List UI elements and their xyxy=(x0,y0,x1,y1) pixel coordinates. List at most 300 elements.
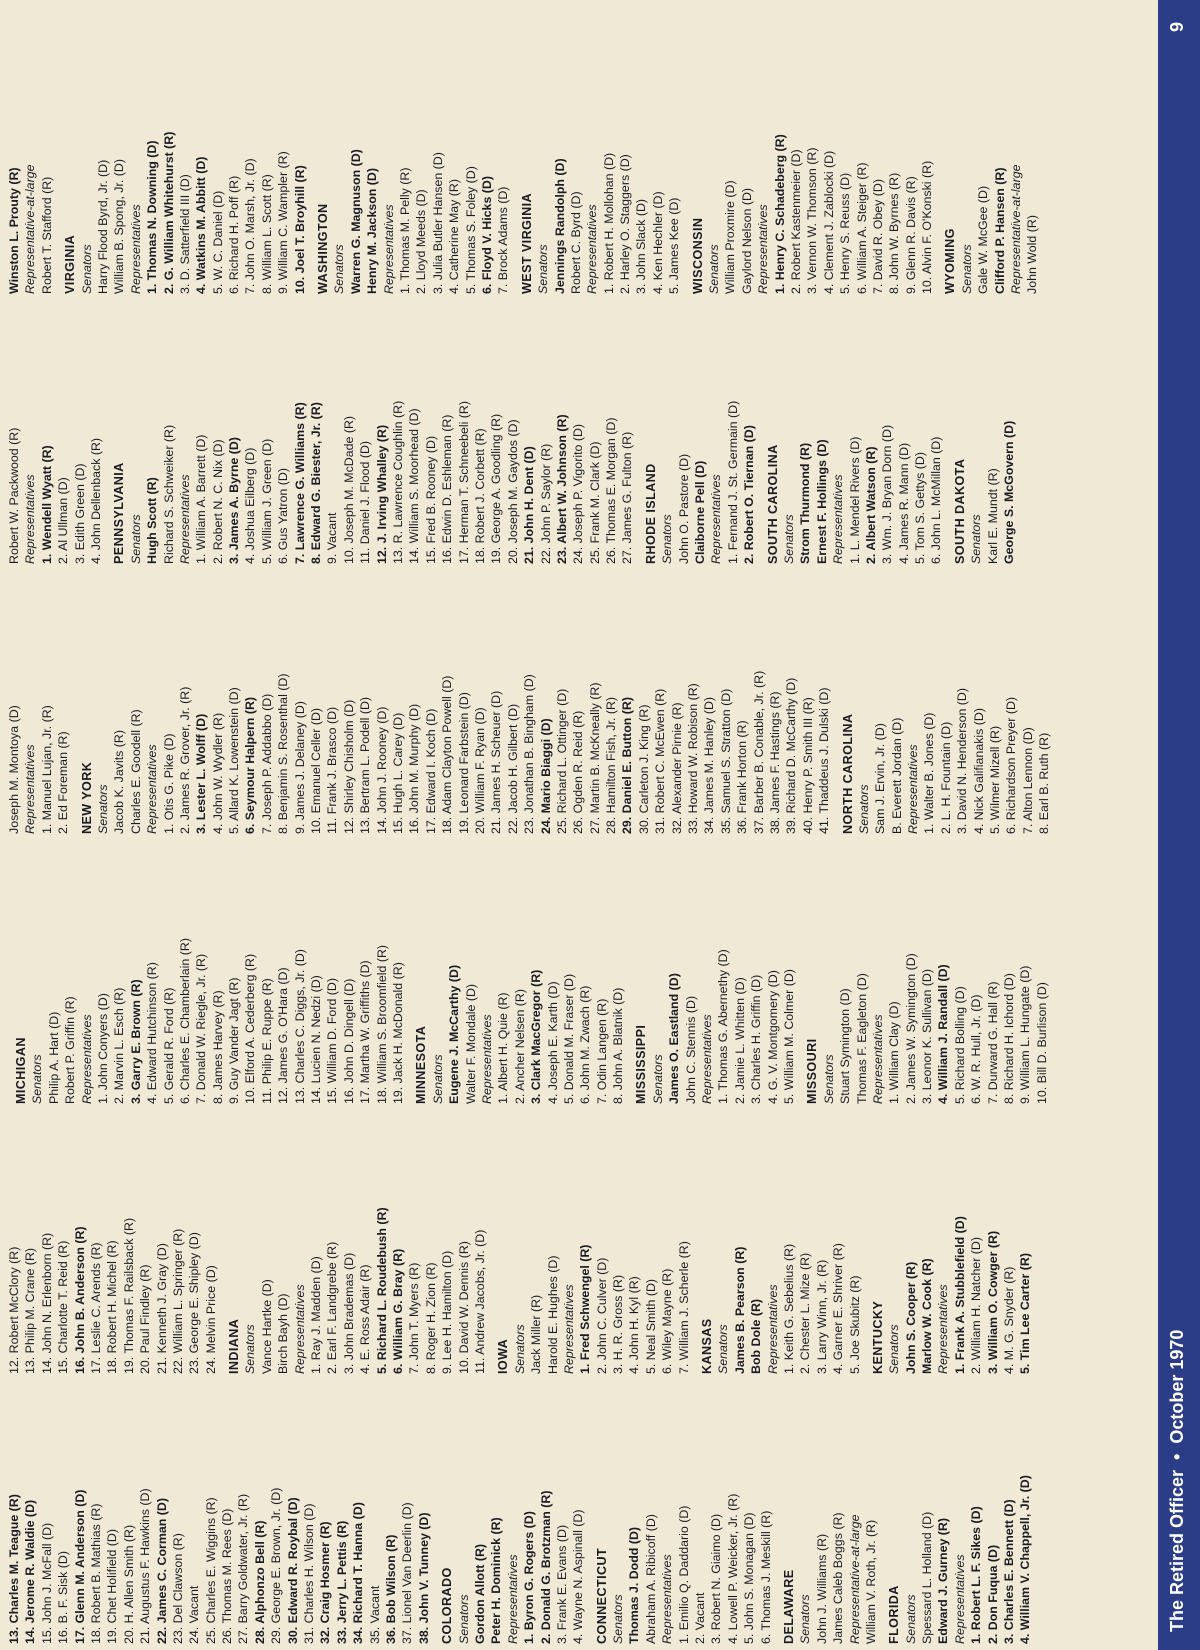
roster-entry: 12. James G. O'Hara (D) xyxy=(276,967,291,1104)
roster-entry: 1. William A. Barrett (D) xyxy=(194,434,209,564)
roster-entry: 3. John Slack (D) xyxy=(634,198,649,294)
roster-entry-bold: 2. G. William Whitehurst (R) xyxy=(161,131,176,294)
roster-entry: 19. Leonard Farbstein (D) xyxy=(456,692,471,834)
state-heading: PENNSYLVANIA xyxy=(112,462,127,564)
section-label: Representatives xyxy=(709,474,724,564)
roster-entry-bold: Ernest F. Hollings (D) xyxy=(814,439,829,564)
roster-entry: 2. Earl F. Landgrebe (R) xyxy=(325,1241,340,1374)
roster-entry: 4. Nick Galifianakis (D) xyxy=(971,708,986,834)
roster-entry: 27. Martin B. McKneally (R) xyxy=(587,682,602,834)
roster-entry: 2. Ancher Nelsen (R) xyxy=(512,988,527,1104)
roster-entry: 1. Keith G. Sebelius (R) xyxy=(781,1243,796,1374)
roster-entry-bold: 1. Wendell Wyatt (R) xyxy=(39,445,54,564)
roster-entry: Thomas F. Eagleton (D) xyxy=(854,973,869,1104)
roster-entry: 5. Thomas S. Foley (D) xyxy=(463,166,478,294)
roster-entry-bold: Thomas J. Dodd (D) xyxy=(627,1526,642,1644)
roster-entry: 8. James Harvey (R) xyxy=(210,990,225,1104)
roster-entry-bold: James B. Pearson (R) xyxy=(732,1246,747,1374)
roster-entry: 9. William C. Wampler (R) xyxy=(276,151,291,294)
roster-entry: 26. Ogden R. Reid (R) xyxy=(571,710,586,834)
roster-entry: Sam J. Ervin, Jr. (D) xyxy=(873,723,888,834)
section-label: Representatives xyxy=(479,1014,494,1104)
section-label: Representatives xyxy=(952,1554,967,1644)
roster-entry: 8. Richard H. Ichord (D) xyxy=(1002,973,1017,1104)
roster-entry: 3. Larry Winn, Jr. (R) xyxy=(814,1259,829,1374)
roster-entry: 6. John M. Zwach (R) xyxy=(578,985,593,1104)
roster-entry: 28. Hamilton Fish, Jr. (R) xyxy=(604,696,619,834)
state-heading: KANSAS xyxy=(700,1318,715,1374)
roster-entry: 36. Frank Horton (R) xyxy=(735,720,750,834)
roster-entry: 20. Paul Findley (R) xyxy=(138,1264,153,1374)
roster-entry: 4. Lowell P. Weicker, Jr. (R) xyxy=(725,1493,740,1644)
roster-entry-bold: 13. Charles M. Teague (R) xyxy=(7,1494,21,1644)
roster-entry: 7. Joseph P. Addabbo (D) xyxy=(259,693,274,834)
roster-entry: 12. Robert McClory (R) xyxy=(7,1246,21,1374)
roster-entry: 11. Andrew Jacobs, Jr. (D) xyxy=(472,1229,487,1374)
roster-column-5 xyxy=(6,302,1146,564)
roster-entry-bold: 36. Bob Wilson (R) xyxy=(383,1534,398,1644)
roster-entry: 14. John J. Rooney (D) xyxy=(374,706,389,834)
roster-entry: 2. Chester L. Mize (R) xyxy=(798,1252,813,1374)
roster-entry: 37. Lionel Van Deerlin (D) xyxy=(400,1502,415,1644)
roster-entry: 6. Richardson Preyer (D) xyxy=(1004,696,1019,834)
roster-entry-bold: 2. Don Fuqua (D) xyxy=(985,1544,1000,1644)
roster-entry: John Wold (R) xyxy=(1025,215,1040,294)
roster-entry-bold: John S. Cooper (R) xyxy=(903,1261,918,1374)
roster-entry: 11. Frank J. Brasco (D) xyxy=(325,706,340,834)
roster-entry: 4. M. G. Snyder (R) xyxy=(1002,1266,1017,1374)
roster-entry: Philip A. Hart (D) xyxy=(46,1011,61,1104)
roster-entry: 6. Gus Yatron (D) xyxy=(276,468,291,564)
roster-entry: 4. John Dellenback (R) xyxy=(88,437,103,564)
section-label: Senators xyxy=(536,244,551,294)
publication-line xyxy=(1167,1330,1188,1632)
section-label: Senators xyxy=(79,244,94,294)
roster-entry: 14. William S. Moorhead (D) xyxy=(407,408,422,564)
section-label: Senators xyxy=(512,1324,527,1374)
roster-entry: 22. John P. Saylor (R) xyxy=(538,443,553,564)
roster-entry: 35. Samuel S. Stratton (D) xyxy=(718,688,733,834)
roster-entry: 8. Roger H. Zion (R) xyxy=(423,1262,438,1374)
roster-entry: 5. William M. Colmer (D) xyxy=(781,969,796,1104)
roster-entry: 1. L. Mendel Rivers (D) xyxy=(847,436,862,564)
section-label: Representatives xyxy=(831,474,846,564)
roster-entry: Spessard L. Holland (D) xyxy=(920,1511,935,1644)
roster-entry: 7. David R. Obey (D) xyxy=(870,179,885,294)
section-label: Senators xyxy=(716,1324,731,1374)
roster-entry-bold: Claiborne Pell (D) xyxy=(693,460,708,564)
roster-entry-bold: 23. Albert W. Johnson (R) xyxy=(554,414,569,564)
state-heading: NORTH CAROLINA xyxy=(840,713,855,834)
roster-entry-bold: 32. Craig Hosmer (R) xyxy=(318,1521,333,1644)
section-label: Representatives xyxy=(660,1554,675,1644)
roster-entry: 2. L. H. Fountain (D) xyxy=(938,721,953,834)
roster-entry: 18. William S. Broomfield (R) xyxy=(374,944,389,1104)
roster-column-2 xyxy=(6,1112,1146,1374)
roster-entry: William V. Roth, Jr. (R) xyxy=(863,1519,878,1644)
state-heading: WASHINGTON xyxy=(316,203,331,294)
roster-entry: 30. Carleton J. King (R) xyxy=(636,704,651,834)
roster-entry: 4. G. V. Montgomery (D) xyxy=(765,970,780,1104)
section-label: Senators xyxy=(650,1054,665,1104)
roster-entry: 9. Vacant xyxy=(325,512,340,564)
section-label: Senators xyxy=(821,1054,836,1104)
state-heading: MICHIGAN xyxy=(14,1037,28,1104)
roster-entry-bold: 21. John H. Dent (D) xyxy=(522,446,537,564)
publication-title: The Retired Officer xyxy=(1167,1469,1187,1632)
roster-entry: 7. John O. Marsh, Jr. (D) xyxy=(243,158,258,294)
roster-entry: 21. Augustus F. Hawkins (D) xyxy=(138,1488,153,1644)
roster-entry: 7. John T. Myers (R) xyxy=(407,1262,422,1374)
roster-entry: 16. John M. Murphy (D) xyxy=(407,703,422,834)
section-label: Representatives xyxy=(870,1014,885,1104)
roster-entry: 26. Thomas E. Morgan (D) xyxy=(604,417,619,564)
roster-entry: John C. Stennis (D) xyxy=(683,995,698,1104)
roster-entry: 21. Kenneth J. Gray (D) xyxy=(154,1243,169,1374)
roster-entry: 3. John Brademas (D) xyxy=(341,1252,356,1374)
roster-entry: 15. Hugh L. Carey (D) xyxy=(390,712,405,834)
roster-entry: 1. Manuel Lujan, Jr. (R) xyxy=(39,705,54,834)
roster-entry: 4. Joseph E. Karth (D) xyxy=(545,981,560,1104)
roster-entry: 17. Martha W. Griffiths (D) xyxy=(358,960,373,1104)
section-label: Senators xyxy=(660,514,675,564)
page-number: 9 xyxy=(1167,22,1187,33)
roster-entry-bold: 1. Thomas N. Downing (D) xyxy=(145,140,160,294)
roster-entry-bold: 17. Glenn M. Anderson (D) xyxy=(72,1489,87,1644)
roster-entry: Robert P. Griffin (R) xyxy=(63,996,78,1104)
roster-entry: 10. David W. Dennis (R) xyxy=(456,1241,471,1374)
state-heading: SOUTH DAKOTA xyxy=(952,458,967,564)
section-label: Senators xyxy=(456,1594,471,1644)
roster-entry-bold: 3. William O. Cowger (R) xyxy=(985,1230,1000,1374)
section-label: Representatives xyxy=(585,204,600,294)
roster-entry: 41. Thaddeus J. Dulski (D) xyxy=(817,687,832,834)
roster-entry: 15. Fred B. Rooney (D) xyxy=(423,435,438,564)
roster-entry-bold: Bob Dole (R) xyxy=(749,1298,764,1374)
state-heading: RHODE ISLAND xyxy=(643,463,658,564)
roster-entry: 3. Vernon W. Thomson (R) xyxy=(805,147,820,294)
roster-entry-bold: Marlow W. Cook (R) xyxy=(920,1258,935,1374)
roster-entry: 6. Wiley Mayne (R) xyxy=(660,1268,675,1374)
roster-entry: 13. R. Lawrence Coughlin (R) xyxy=(390,400,405,564)
issue-date: October 1970 xyxy=(1167,1329,1187,1444)
roster-entry: 3. H. R. Gross (R) xyxy=(611,1274,626,1374)
roster-entry: 20. H. Allen Smith (R) xyxy=(121,1524,136,1644)
roster-entry: 6. Richard H. Poff (R) xyxy=(227,175,242,294)
section-label: Senators xyxy=(798,1594,813,1644)
section-label: Senators xyxy=(95,784,110,834)
roster-column-4 xyxy=(6,572,1146,834)
roster-entry-bold: 3. Clark MacGregor (R) xyxy=(529,969,544,1104)
roster-entry: 7. William J. Scherle (R) xyxy=(676,1241,691,1374)
state-heading: SOUTH CAROLINA xyxy=(765,444,780,564)
roster-column-3 xyxy=(6,842,1146,1104)
roster-entry: Robert T. Stafford (R) xyxy=(39,176,54,294)
roster-entry: 5. W. C. Daniel (D) xyxy=(210,190,225,294)
roster-column-1 xyxy=(6,1382,1146,1644)
roster-entry: 9. Glenn R. Davis (R) xyxy=(903,176,918,294)
roster-entry: 4. Edward Hutchinson (R) xyxy=(145,962,160,1104)
roster-entry-bold: Warren G. Magnuson (D) xyxy=(348,149,363,294)
roster-entry: 5. Joe Skubitz (R) xyxy=(847,1275,862,1374)
roster-entry-bold: 1. Frank A. Stubblefield (D) xyxy=(952,1216,967,1374)
roster-entry: 25. Charles E. Wiggins (R) xyxy=(203,1497,218,1644)
roster-entry: 9. James J. Delaney (D) xyxy=(292,701,307,834)
roster-entry: 9. William L. Hungate (D) xyxy=(1018,965,1033,1104)
roster-entry-bold: 22. James C. Corman (D) xyxy=(154,1498,169,1644)
roster-entry: 27. James G. Fulton (R) xyxy=(620,431,635,564)
section-label: Representatives xyxy=(700,1014,715,1104)
roster-entry: 5. Donald M. Fraser (D) xyxy=(561,973,576,1104)
roster-entry: 11. Philip E. Ruppe (R) xyxy=(259,978,274,1104)
roster-entry-bold: Edward J. Gurney (R) xyxy=(936,1518,951,1644)
roster-entry: 15. Charlotte T. Reid (R) xyxy=(56,1240,71,1374)
roster-entry: 29. George E. Brown, Jr. (D) xyxy=(269,1487,284,1644)
roster-entry: 2. James W. Symington (D) xyxy=(903,953,918,1104)
section-label: Representatives xyxy=(505,1554,520,1644)
state-heading: MISSOURI xyxy=(805,1038,820,1104)
roster-entry-bold: 2. Albert Watson (R) xyxy=(863,446,878,564)
roster-entry-bold: Winston L. Prouty (R) xyxy=(7,167,21,294)
roster-entry: Jacob K. Javits (R) xyxy=(112,730,127,834)
roster-entry-bold: 6. Floyd V. Hicks (D) xyxy=(479,176,494,294)
roster-entry-bold: Peter H. Dominick (R) xyxy=(489,1517,504,1644)
roster-entry: 4. Catherine May (R) xyxy=(447,179,462,294)
roster-entry-bold: 5. Richard L. Roudebush (R) xyxy=(374,1207,389,1374)
roster-entry: Richard S. Schweiker (R) xyxy=(161,424,176,564)
roster-entry: Karl E. Mundt (R) xyxy=(985,468,1000,564)
roster-entry: 6. Thomas J. Meskill (R) xyxy=(758,1510,773,1644)
roster-entry: Robert C. Byrd (D) xyxy=(568,191,583,294)
separator-dot: • xyxy=(1167,1453,1187,1460)
roster-entry: 3. Edith Green (D) xyxy=(72,463,87,564)
roster-entry: 12. Shirley Chisholm (D) xyxy=(341,699,356,834)
roster-entry: 10. Alvin F. O'Konski (R) xyxy=(920,160,935,294)
roster-entry: 3. Robert N. Giaimo (D) xyxy=(709,1513,724,1644)
roster-entry: 2. Lloyd Meeds (D) xyxy=(414,189,429,294)
roster-entry: 5. William J. Green (D) xyxy=(259,438,274,564)
roster-entry: 2. Robert N. C. Nix (D) xyxy=(210,439,225,564)
section-label: Representatives xyxy=(765,1284,780,1374)
roster-entry: William Proxmire (D) xyxy=(723,180,738,294)
roster-entry: 1. Fernand J. St. Germain (D) xyxy=(725,400,740,564)
section-label: Representative-at-large xyxy=(1009,164,1024,294)
roster-entry: 5. Richard Bolling (D) xyxy=(952,986,967,1104)
roster-entry: 16. John D. Dingell (D) xyxy=(341,978,356,1104)
roster-entry: 33. Howard W. Robison (R) xyxy=(686,683,701,834)
roster-entry-bold: Hugh Scott (R) xyxy=(145,477,160,564)
section-label: Senators xyxy=(707,244,722,294)
roster-entry: Gale W. McGee (D) xyxy=(976,185,991,294)
section-label: Representatives xyxy=(292,1284,307,1374)
roster-entry: 3. Charles H. Griffin (D) xyxy=(749,974,764,1104)
roster-entry-bold: George S. McGovern (D) xyxy=(1002,420,1017,564)
roster-entry: 17. Leslie C. Arends (R) xyxy=(88,1242,103,1374)
roster-entry: 7. Donald W. Riegle, Jr. (R) xyxy=(194,953,209,1104)
roster-entry: 24. Joseph P. Vigorito (D) xyxy=(571,423,586,564)
roster-entry: Robert W. Packwood (R) xyxy=(7,427,21,564)
roster-entry: Jack Miller (R) xyxy=(529,1294,544,1374)
state-heading: FLORIDA xyxy=(887,1585,902,1644)
roster-entry-bold: Clifford P. Hansen (R) xyxy=(992,167,1007,294)
section-label: Representatives xyxy=(906,744,921,834)
roster-entry: Harold E. Hughes (D) xyxy=(545,1255,560,1374)
roster-entry: 19. Chet Holifield (D) xyxy=(105,1528,120,1644)
roster-entry: 9. Lee H. Hamilton (D) xyxy=(440,1250,455,1374)
roster-entry-bold: 1. Byron G. Rogers (D) xyxy=(522,1511,537,1644)
roster-entry: 8. John W. Byrnes (R) xyxy=(887,172,902,294)
roster-entry-bold: 3. Charles E. Bennett (D) xyxy=(1002,1499,1017,1644)
roster-entry: 1. Albert H. Quie (R) xyxy=(496,992,511,1104)
state-heading: MISSISSIPPI xyxy=(634,1024,649,1104)
roster-entry: 23. George E. Shipley (D) xyxy=(187,1232,202,1374)
roster-entry: 13. Charles C. Diggs, Jr. (D) xyxy=(292,949,307,1104)
roster-entry: 4. Garner E. Shriver (R) xyxy=(831,1243,846,1374)
roster-entry: 17. Edward I. Koch (D) xyxy=(423,708,438,834)
roster-entry: 16. B. F. Sisk (D) xyxy=(56,1551,71,1644)
footer-bar xyxy=(1158,0,1200,1650)
roster-entry: 16. Edwin D. Eshleman (R) xyxy=(440,414,455,564)
roster-entry: 3. Julia Butler Hansen (D) xyxy=(430,152,445,294)
roster-entry: 21. James H. Scheuer (D) xyxy=(489,690,504,834)
roster-entry-bold: 34. Richard T. Hanna (D) xyxy=(351,1502,366,1644)
roster-entry: 18. Robert J. Corbett (R) xyxy=(472,428,487,564)
roster-entry: 10. Elford A. Cederberg (R) xyxy=(243,953,258,1104)
roster-entry: 31. Charles H. Wilson (D) xyxy=(302,1503,317,1644)
roster-entry-bold: 4. William J. Randall (D) xyxy=(936,964,951,1104)
roster-entry: 15. John J. McFall (D) xyxy=(39,1522,54,1644)
state-heading: CONNECTICUT xyxy=(594,1547,609,1644)
roster-entry: 23. Del Clawson (R) xyxy=(170,1533,185,1644)
roster-entry: 10. Bill D. Burlison (D) xyxy=(1034,982,1049,1104)
roster-entry-bold: 1. Henry C. Schadeberg (R) xyxy=(772,134,787,294)
state-heading: MINNESOTA xyxy=(414,1025,429,1104)
roster-entry: 24. Vacant xyxy=(187,1585,202,1644)
roster-entry: 8. John A. Blatnik (D) xyxy=(611,987,626,1104)
roster-entry: 5. Wilmer Mizell (R) xyxy=(988,725,1003,834)
roster-entry: 14. Lucien N. Nedzi (D) xyxy=(309,975,324,1104)
roster-entry: John O. Pastore (D) xyxy=(676,453,691,564)
section-label: Senators xyxy=(969,514,984,564)
roster-entry-bold: Strom Thurmond (R) xyxy=(798,442,813,564)
roster-entry-bold: 38. John V. Tunney (D) xyxy=(416,1512,431,1644)
roster-entry: 26. Thomas M. Rees (D) xyxy=(220,1508,235,1644)
roster-entry: 2. Marvin L. Esch (R) xyxy=(112,987,127,1104)
roster-entry: 27. Barry Goldwater, Jr. (R) xyxy=(236,1493,251,1644)
roster-entry: 35. Vacant xyxy=(367,1585,382,1644)
roster-entry-bold: James O. Eastland (D) xyxy=(667,973,682,1104)
roster-entry: 13. Philip M. Crane (R) xyxy=(23,1247,38,1374)
roster-entry: 18. Robert B. Mathias (R) xyxy=(88,1503,103,1644)
roster-entry: 2. James R. Grover, Jr. (R) xyxy=(177,686,192,834)
section-label: Senators xyxy=(611,1594,626,1644)
section-label: Senators xyxy=(430,1054,445,1104)
state-heading: DELAWARE xyxy=(781,1569,796,1644)
state-heading: IOWA xyxy=(496,1338,511,1374)
section-label: Representatives xyxy=(561,1284,576,1374)
roster-entry: Gaylord Nelson (D) xyxy=(739,187,754,294)
section-label: Representative-at-large xyxy=(847,1514,862,1644)
roster-entry-bold: 3. Garry E. Brown (R) xyxy=(128,979,143,1104)
roster-entry: 20. William F. Ryan (D) xyxy=(472,707,487,834)
roster-entry: 38. James F. Hastings (R) xyxy=(767,691,782,834)
roster-entry: 5. John S. Monagan (D) xyxy=(742,1512,757,1644)
roster-entry-bold: Gordon Allott (R) xyxy=(472,1543,487,1644)
roster-entry-bold: 10. Joel T. Broyhill (R) xyxy=(292,165,307,294)
roster-entry: 31. Robert C. McEwen (R) xyxy=(653,688,668,834)
roster-entry: 3. Frank E. Evans (D) xyxy=(554,1524,569,1644)
roster-entry-bold: 33. Jerry L. Pettis (R) xyxy=(334,1520,349,1644)
section-label: Senators xyxy=(887,1324,902,1374)
roster-entry-bold: 5. Tim Lee Carter (R) xyxy=(1018,1253,1033,1374)
roster-entry-bold: 6. Seymour Halpern (R) xyxy=(243,696,258,834)
roster-entry: 8. William L. Scott (R) xyxy=(259,174,274,294)
roster-entry: 1. Thomas M. Pelly (R) xyxy=(397,167,412,294)
roster-entry: 1. Otis G. Pike (D) xyxy=(161,733,176,834)
roster-entry: 4. John H. Kyl (R) xyxy=(627,1276,642,1374)
roster-entry: Joseph M. Montoya (D) xyxy=(7,705,21,834)
roster-entry-bold: 3. James A. Byrne (D) xyxy=(227,437,242,564)
roster-entry: 22. Jacob H. Gilbert (D) xyxy=(505,703,520,834)
roster-entry: 3. Leonor K. Sullivan (D) xyxy=(920,969,935,1104)
roster-entry: 37. Barber B. Conable, Jr. (R) xyxy=(751,670,766,834)
roster-entry: 4. E. Ross Adair (R) xyxy=(358,1264,373,1374)
roster-entry-bold: 14. Jerome R. Waldie (D) xyxy=(23,1499,38,1644)
roster-entry: Harry Flood Byrd, Jr. (D) xyxy=(95,159,110,294)
section-label: Senators xyxy=(781,514,796,564)
roster-entry: 8. Earl B. Ruth (R) xyxy=(1037,732,1052,834)
roster-entry: 2. Jamie L. Whitten (D) xyxy=(732,977,747,1104)
roster-entry: 18. Adam Clayton Powell (D) xyxy=(440,675,455,834)
roster-entry: 10. Emanuel Celler (D) xyxy=(309,707,324,834)
roster-entry: 39. Richard D. McCarthy (D) xyxy=(784,677,799,834)
roster-entry: 7. Brock Adams (D) xyxy=(496,186,511,294)
roster-entry: 2. Vacant xyxy=(693,1592,708,1644)
roster-entry-bold: 24. Mario Biaggi (D) xyxy=(538,718,553,834)
section-label: Senators xyxy=(30,1054,45,1104)
roster-entry: Walter F. Mondale (D) xyxy=(463,983,478,1104)
roster-entry: 9. Guy Vander Jagt (R) xyxy=(227,977,242,1104)
state-heading: INDIANA xyxy=(227,1318,242,1374)
roster-entry: 2. Robert Kastenmeier (D) xyxy=(788,149,803,294)
roster-entry-bold: 2. Donald G. Brotzman (R) xyxy=(538,1490,553,1644)
roster-entry: 2. Ed Foreman (R) xyxy=(56,731,71,834)
roster-entry: 1. Robert H. Mollohan (D) xyxy=(601,152,616,294)
section-label: Senators xyxy=(903,1594,918,1644)
roster-entry: 15. William D. Ford (D) xyxy=(325,978,340,1104)
roster-entry: Vance Hartke (D) xyxy=(259,1279,274,1374)
section-label: Senators xyxy=(959,244,974,294)
roster-entry-bold: 16. John B. Anderson (R) xyxy=(72,1226,87,1374)
roster-entry: 6. W. R. Hull, Jr. (D) xyxy=(969,994,984,1104)
section-label: Representatives xyxy=(381,204,396,294)
roster-entry: 25. Frank M. Clark (D) xyxy=(587,441,602,564)
roster-entry: 5. Gerald R. Ford (R) xyxy=(161,987,176,1104)
roster-entry-bold: 4. William V. Chappell, Jr. (D) xyxy=(1018,1475,1033,1644)
state-heading: COLORADO xyxy=(440,1567,455,1644)
roster-entry: 13. Bertram L. Podell (D) xyxy=(358,696,373,834)
roster-entry: 1. John Conyers (D) xyxy=(95,993,110,1104)
section-label: Senators xyxy=(332,244,347,294)
roster-entry-bold: 3. Lester L. Wolff (D) xyxy=(194,713,209,834)
roster-entry: 14. John N. Erlenborn (R) xyxy=(39,1232,54,1374)
roster-entry: 5. Tom S. Gettys (D) xyxy=(913,452,928,564)
roster-entry-bold: Jennings Randolph (D) xyxy=(552,158,567,294)
roster-entry: 4. Ken Hechler (D) xyxy=(650,191,665,294)
roster-entry: 1. Ray J. Madden (D) xyxy=(309,1256,324,1374)
roster-entry: 1. William Clay (D) xyxy=(887,1001,902,1104)
roster-entry: 11. Daniel J. Flood (D) xyxy=(358,440,373,564)
